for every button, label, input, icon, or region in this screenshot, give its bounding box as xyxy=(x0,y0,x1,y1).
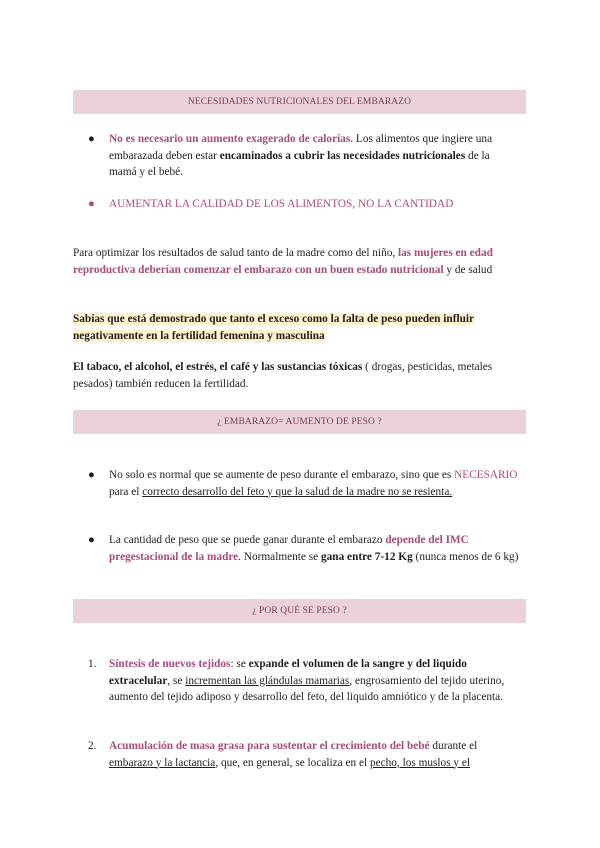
bullet-calories xyxy=(88,131,520,181)
highlighted-text: Sabías que está demostrado que tanto el exceso como la falta de peso pueden influir negativamente en la fertilidad femenina y masculina xyxy=(73,313,475,342)
list-item-text xyxy=(88,738,522,771)
bullet-normal-weight-gain xyxy=(88,467,520,500)
underlined-text: embarazo y la lactancia xyxy=(109,756,216,769)
list-number: 2. xyxy=(88,740,97,752)
body-text: , engrosamiento del tejido uterino, aumento del tejido adiposo y desarrollo del feto, del liquido amniótico y de la placenta. xyxy=(109,674,505,703)
bullet-text xyxy=(88,131,520,181)
body-text: Los alimentos que ingiere una embarazada deben estar xyxy=(109,133,493,162)
underlined-text: correcto desarrollo del feto y que la salud de la madre no se resienta. xyxy=(142,485,453,498)
bullet-dot-icon: ● xyxy=(88,198,95,210)
body-text: durante el xyxy=(429,740,478,752)
emphasis-text: NECESARIO xyxy=(454,469,518,481)
bullet-quality xyxy=(88,196,520,213)
body-text: para el xyxy=(109,485,143,498)
section-title-text: ¿ POR QUÉ SE PESO ? xyxy=(252,606,347,616)
body-text: (nunca menos de 6 kg) xyxy=(412,550,519,563)
section-title-text: NECESIDADES NUTRICIONALES DEL EMBARAZO xyxy=(187,97,412,107)
list-number: 1. xyxy=(88,658,97,670)
list-item-text xyxy=(88,656,522,706)
list-item-new-tissues xyxy=(88,656,522,706)
bold-text: expande el volumen de la sangre y del liquido extracelular xyxy=(109,658,467,687)
body-text: de la mamá y el bebé. xyxy=(109,149,490,178)
bold-text: encaminados a cubrir las necesidades nutricionales xyxy=(219,149,466,162)
bullet-dot-icon: ● xyxy=(88,133,95,145)
bullet-text: AUMENTAR LA CALIDAD DE LOS ALIMENTOS, NO LA CANTIDAD xyxy=(109,198,454,210)
paragraph-did-you-know xyxy=(73,311,528,344)
section-title-weight-gain xyxy=(73,410,526,434)
bold-text: gana entre 7-12 Kg xyxy=(321,550,413,563)
paragraph-fertility xyxy=(73,359,528,392)
body-text: La cantidad de peso que se puede ganar durante el embarazo xyxy=(109,534,386,546)
body-text: , que, en general, se localiza en el xyxy=(215,756,370,769)
bold-text: El tabaco, el alcohol, el estrés, el café y las sustancias tóxicas xyxy=(73,361,363,373)
emphasis-text: Síntesis de nuevos tejidos xyxy=(109,658,231,670)
body-text: No solo es normal que se aumente de peso durante el embarazo, sino que es xyxy=(109,469,455,481)
emphasis-text: No es necesario un aumento exagerado de calorías. xyxy=(109,133,354,145)
bullet-text xyxy=(88,467,520,500)
list-item-fat-mass xyxy=(88,738,522,771)
bullet-dot-icon: ● xyxy=(88,534,95,546)
section-title-nutritional-needs xyxy=(73,90,526,114)
body-text: Para optimizar los resultados de salud tanto de la madre como del niño, xyxy=(73,247,399,259)
underlined-text: pecho, los muslos y el xyxy=(369,756,471,769)
underlined-text: incrementan las glándulas mamarias xyxy=(185,674,350,687)
body-text: ( drogas, pesticidas, metales pesados) también reducen la fertilidad. xyxy=(73,361,493,390)
emphasis-text: las mujeres en edad reproductiva deberían comenzar el embarazo con un buen estado nutricional xyxy=(73,247,493,276)
body-text: : se xyxy=(230,658,249,670)
bullet-text xyxy=(88,532,520,565)
section-title-text: ¿ EMBARAZO= AUMENTO DE PESO ? xyxy=(217,417,382,427)
paragraph-optimize xyxy=(73,245,528,278)
body-text: , se xyxy=(167,674,186,687)
section-title-why-weight xyxy=(73,599,526,623)
body-text: y de salud xyxy=(443,263,493,276)
emphasis-text: Acumulación de masa grasa para sustentar el crecimiento del bebé xyxy=(109,740,430,752)
body-text: . Normalmente se xyxy=(238,550,321,563)
emphasis-text: depende del IMC pregestacional de la madre xyxy=(109,534,469,563)
bullet-weight-amount xyxy=(88,532,520,565)
bullet-dot-icon: ● xyxy=(88,469,95,481)
